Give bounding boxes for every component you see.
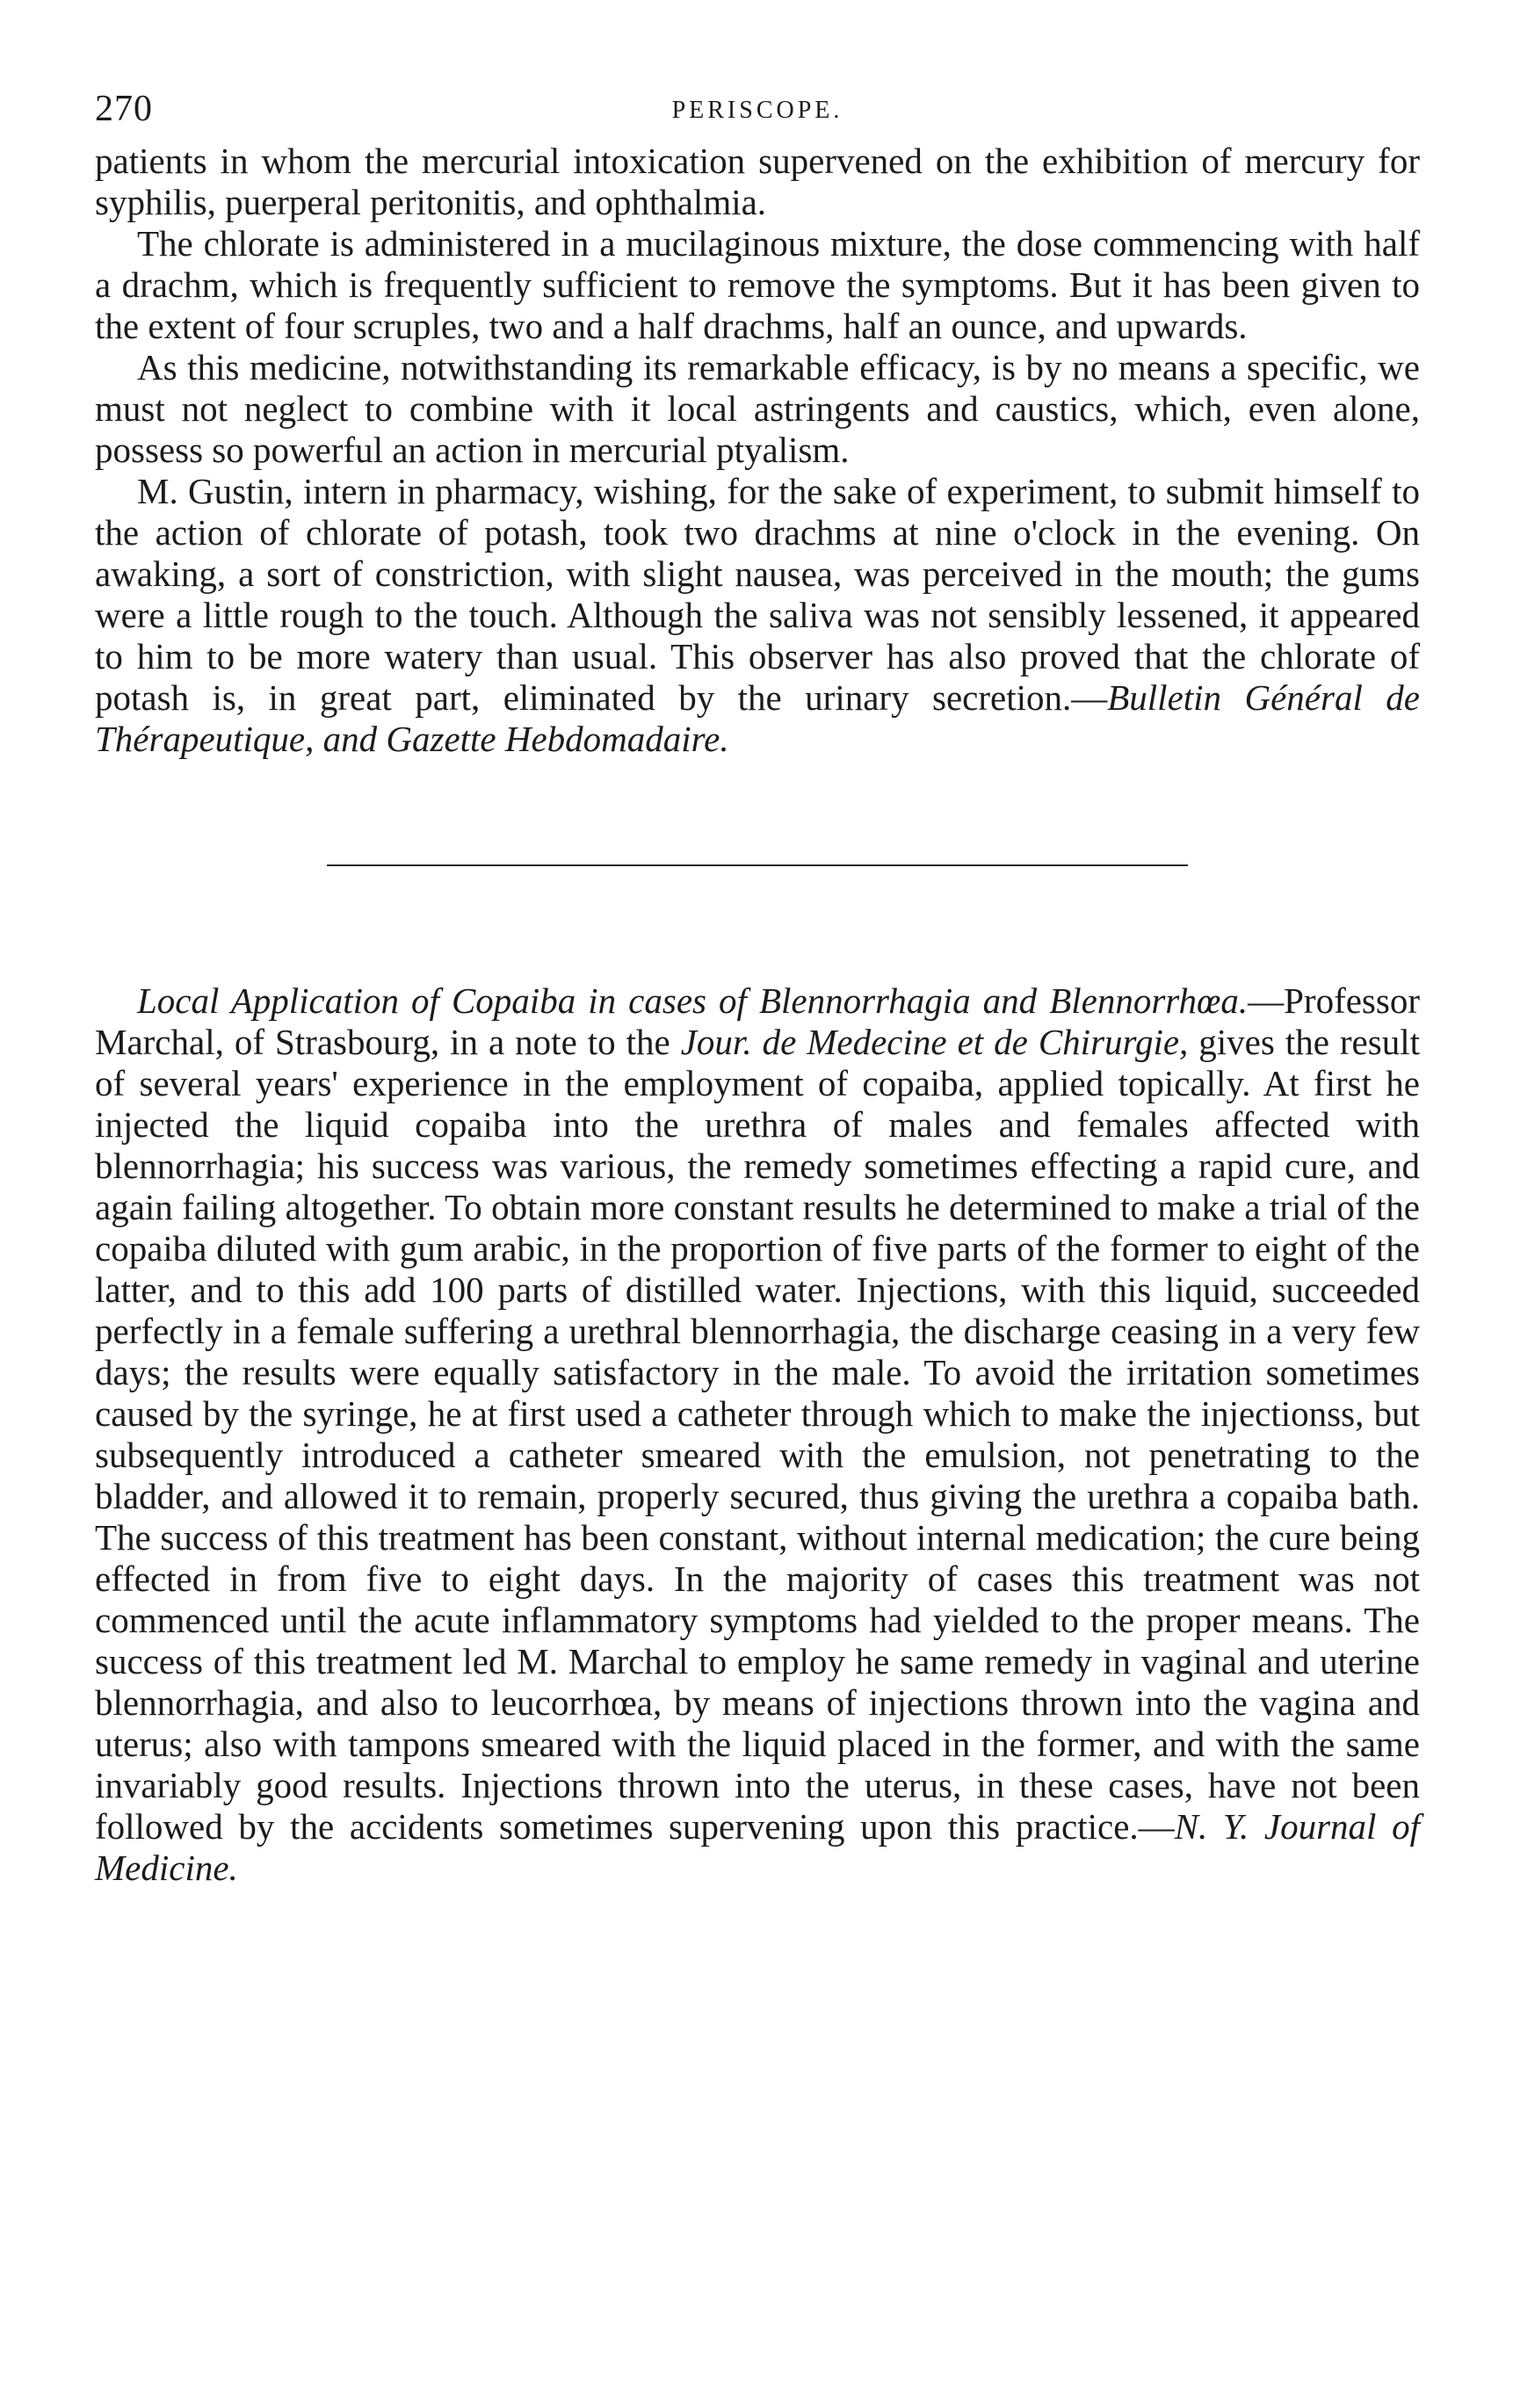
paragraph-efficacy: As this medicine, notwithstanding its remarkable efficacy, is by no means a specific, we must not neglect to combine with it local astringents and caustics, which, even alone, possess so powerful an action in mercurial ptyalism. bbox=[95, 347, 1420, 470]
copaiba-intro: —Professor Marchal, of Strasbourg, in a note to the bbox=[95, 980, 1420, 1062]
article-title: Local Application of Copaiba in cases of Blennorrhagia and Blennorrhœa. bbox=[137, 980, 1249, 1021]
journal-name: Jour. de Medecine et de Chirurgie, bbox=[680, 1022, 1189, 1062]
article-chlorate-of-potash bbox=[95, 141, 1420, 760]
running-head bbox=[95, 88, 1420, 141]
page bbox=[95, 88, 1420, 1889]
copaiba-body: gives the result of several years' experience in the employment of copaiba, applied topically. At first he injected the liquid copaiba into the urethra of males and females affected with blennorrhagia; his success was various, the remedy sometimes effecting a rapid cure, and again failing altogether. To obtain more constant results he determined to make a trial of the copaiba diluted with gum arabic, in the proportion of five parts of the former to eight of the latter, and to this add 100 parts of distilled water. Injections, with this liquid, succeeded perfectly in a female suffering a urethral blennorrhagia, the discharge ceasing in a very few days; the results were equally satisfactory in the male. To avoid the irritation sometimes caused by the syringe, he at first used a catheter through which to make the injectionss, but subsequently introduced a catheter smeared with the emulsion, not penetrating to the bladder, and allowed it to remain, properly secured, thus giving the urethra a copaiba bath. The success of this treatment has been constant, without internal medication; the cure being effected in from five to eight days. In the majority of cases this treatment was not commenced until the acute inflammatory symptoms had yielded to the proper means. The success of this treatment led M. Marchal to employ he same remedy in vaginal and uterine blennorrhagia, and also to leucorrhœa, by means of injections thrown into the vagina and uterus; also with tampons smeared with the liquid placed in the former, and with the same invariably good results. Injections thrown into the uterus, in these cases, have not been followed by the accidents sometimes supervening upon this practice.— bbox=[95, 1022, 1420, 1847]
paragraph-dose: The chlorate is administered in a mucilaginous mixture, the dose commencing with half a drachm, which is frequently sufficient to remove the symptoms. But it has been given to the extent of four scruples, two and a half drachms, half an ounce, and upwards. bbox=[95, 223, 1420, 346]
source-citation-copaiba: N. Y. Journal of Medicine. bbox=[95, 1806, 1420, 1888]
paragraph-experiment bbox=[95, 471, 1420, 760]
experiment-text: M. Gustin, intern in pharmacy, wishing, for the sake of experiment, to submit himself to the action of chlorate of potash, took two drachms at nine o'clock in the evening. On awaking, a sort of constriction, with slight nausea, was perceived in the mouth; the gums were a little rough to the touch. Although the saliva was not sensibly lessened, it appeared to him to be more watery than usual. This observer has also proved that the chlorate of potash is, in great part, eliminated by the urinary secretion.— bbox=[95, 471, 1420, 718]
section-divider bbox=[327, 864, 1188, 866]
running-title: PERISCOPE. bbox=[671, 97, 843, 124]
source-citation: Bulletin Général de Thérapeutique, and Gazette Hebdomadaire. bbox=[95, 677, 1420, 759]
paragraph-continued: patients in whom the mercurial intoxication supervened on the exhibition of mercury for syphilis, puerperal peritonitis, and ophthalmia. bbox=[95, 141, 1420, 222]
page-number: 270 bbox=[95, 89, 153, 129]
paragraph-copaiba bbox=[95, 980, 1420, 1889]
article-copaiba bbox=[95, 980, 1420, 1889]
